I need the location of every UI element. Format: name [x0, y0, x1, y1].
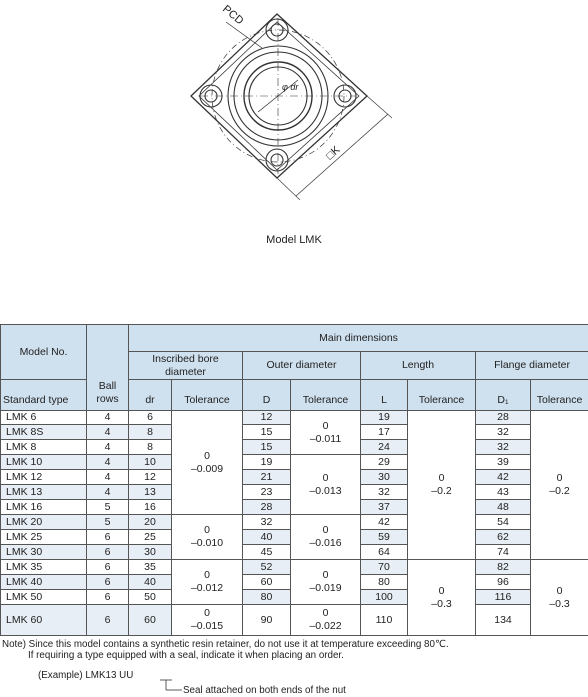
header-flange-diameter: Flange diameter: [476, 352, 588, 380]
dr-label: φ dr: [282, 82, 299, 92]
D1-cell: 39: [476, 455, 531, 470]
D1-tolerance-cell: 0 –0.2: [531, 411, 588, 560]
L-cell: 24: [361, 440, 408, 455]
rows-cell: 6: [87, 575, 129, 590]
seal-note: Seal attached on both ends of the nut: [183, 685, 346, 696]
model-cell: LMK 12: [1, 470, 87, 485]
L-cell: 30: [361, 470, 408, 485]
D-cell: 40: [243, 530, 291, 545]
rows-cell: 5: [87, 500, 129, 515]
header-length: Length: [361, 352, 476, 380]
header-D-tolerance: Tolerance: [291, 380, 361, 411]
dr-cell: 12: [129, 470, 172, 485]
L-cell: 70: [361, 560, 408, 575]
L-cell: 100: [361, 590, 408, 605]
table-row: [1, 411, 588, 425]
dr-cell: 50: [129, 590, 172, 605]
D-cell: 80: [243, 590, 291, 605]
dr-cell: 8: [129, 440, 172, 455]
dr-cell: 30: [129, 545, 172, 560]
D-tolerance-cell: 0 –0.019: [291, 560, 361, 605]
table-row: [1, 455, 588, 470]
rows-cell: 5: [87, 515, 129, 530]
rows-cell: 6: [87, 590, 129, 605]
dr-cell: 13: [129, 485, 172, 500]
D-cell: 28: [243, 500, 291, 515]
L-tolerance-cell: 0 –0.2: [408, 411, 476, 560]
dr-cell: 20: [129, 515, 172, 530]
dr-tolerance-cell: 0 –0.010: [172, 515, 243, 560]
rows-cell: 4: [87, 470, 129, 485]
dr-cell: 10: [129, 455, 172, 470]
rows-cell: 6: [87, 545, 129, 560]
D-cell: 90: [243, 605, 291, 636]
dr-cell: 60: [129, 605, 172, 636]
flange-bushing-drawing: [0, 0, 588, 260]
note-line-2: If requiring a type equipped with a seal, indicate it when placing an order.: [28, 650, 344, 661]
D-cell: 60: [243, 575, 291, 590]
header-dr: dr: [129, 380, 172, 411]
model-cell: LMK 6: [1, 411, 87, 425]
D-cell: 12: [243, 411, 291, 425]
header-D1-tolerance: Tolerance: [531, 380, 588, 411]
model-cell: LMK 40: [1, 575, 87, 590]
model-cell: LMK 30: [1, 545, 87, 560]
L-cell: 42: [361, 515, 408, 530]
D1-cell: 82: [476, 560, 531, 575]
dr-cell: 8: [129, 425, 172, 440]
table-row: [1, 560, 588, 575]
model-cell: LMK 8S: [1, 425, 87, 440]
model-cell: LMK 10: [1, 455, 87, 470]
L-cell: 110: [361, 605, 408, 636]
rows-cell: 6: [87, 530, 129, 545]
rows-cell: 6: [87, 605, 129, 636]
rows-cell: 4: [87, 440, 129, 455]
D-tolerance-cell: 0 –0.011: [291, 411, 361, 455]
header-dr-tolerance: Tolerance: [172, 380, 243, 411]
header-L-tolerance: Tolerance: [408, 380, 476, 411]
L-cell: 64: [361, 545, 408, 560]
model-cell: LMK 16: [1, 500, 87, 515]
model-cell: LMK 20: [1, 515, 87, 530]
D-cell: 19: [243, 455, 291, 470]
pcd-label: PCD: [220, 3, 246, 28]
D1-tolerance-cell: 0 –0.3: [531, 560, 588, 636]
L-cell: 29: [361, 455, 408, 470]
header-ball-rows: Ball rows: [87, 325, 129, 411]
D1-cell: 134: [476, 605, 531, 636]
figure-caption: Model LMK: [266, 234, 322, 246]
example-text: (Example) LMK13 UU: [38, 670, 134, 681]
L-cell: 37: [361, 500, 408, 515]
model-cell: LMK 35: [1, 560, 87, 575]
D1-cell: 96: [476, 575, 531, 590]
dr-cell: 6: [129, 411, 172, 425]
header-inscribed-bore: Inscribed bore diameter: [129, 352, 243, 380]
header-model-no: Model No.: [1, 325, 87, 380]
model-cell: LMK 13: [1, 485, 87, 500]
header-main-dimensions: Main dimensions: [129, 325, 588, 352]
D1-cell: 32: [476, 440, 531, 455]
D1-cell: 32: [476, 425, 531, 440]
dr-cell: 16: [129, 500, 172, 515]
D-tolerance-cell: 0 –0.016: [291, 515, 361, 560]
rows-cell: 6: [87, 560, 129, 575]
L-cell: 19: [361, 411, 408, 425]
header-D1: D₁: [476, 380, 531, 411]
model-cell: LMK 8: [1, 440, 87, 455]
D1-cell: 43: [476, 485, 531, 500]
model-cell: LMK 50: [1, 590, 87, 605]
D1-cell: 28: [476, 411, 531, 425]
L-cell: 80: [361, 575, 408, 590]
L-cell: 32: [361, 485, 408, 500]
rows-cell: 4: [87, 485, 129, 500]
dr-tolerance-cell: 0 –0.015: [172, 605, 243, 636]
dimensions-table: [0, 324, 588, 636]
notes: [2, 639, 588, 661]
D-cell: 21: [243, 470, 291, 485]
rows-cell: 4: [87, 455, 129, 470]
table-row: [1, 605, 588, 636]
L-cell: 17: [361, 425, 408, 440]
D1-cell: 42: [476, 470, 531, 485]
model-cell: LMK 60: [1, 605, 87, 636]
note-line-1: Note) Since this model contains a synthetic resin retainer, do not use it at temperature exceeding 80℃.: [2, 639, 449, 650]
L-tolerance-cell: 0 –0.3: [408, 560, 476, 636]
header-standard-type: Standard type: [1, 380, 87, 411]
dr-cell: 35: [129, 560, 172, 575]
D-cell: 45: [243, 545, 291, 560]
D-cell: 32: [243, 515, 291, 530]
header-outer-diameter: Outer diameter: [243, 352, 361, 380]
D-tolerance-cell: 0 –0.022: [291, 605, 361, 636]
header-D: D: [243, 380, 291, 411]
L-cell: 59: [361, 530, 408, 545]
rows-cell: 4: [87, 425, 129, 440]
dr-cell: 40: [129, 575, 172, 590]
D-cell: 23: [243, 485, 291, 500]
D-cell: 15: [243, 425, 291, 440]
rows-cell: 4: [87, 411, 129, 425]
k-label: □K: [323, 143, 343, 163]
D1-cell: 54: [476, 515, 531, 530]
header-L: L: [361, 380, 408, 411]
D1-cell: 116: [476, 590, 531, 605]
dr-tolerance-cell: 0 –0.012: [172, 560, 243, 605]
dr-tolerance-cell: 0 –0.009: [172, 411, 243, 515]
D-tolerance-cell: 0 –0.013: [291, 455, 361, 515]
D1-cell: 48: [476, 500, 531, 515]
D-cell: 15: [243, 440, 291, 455]
table-row: [1, 515, 588, 530]
dr-cell: 25: [129, 530, 172, 545]
D-cell: 52: [243, 560, 291, 575]
D1-cell: 62: [476, 530, 531, 545]
D1-cell: 74: [476, 545, 531, 560]
model-cell: LMK 25: [1, 530, 87, 545]
